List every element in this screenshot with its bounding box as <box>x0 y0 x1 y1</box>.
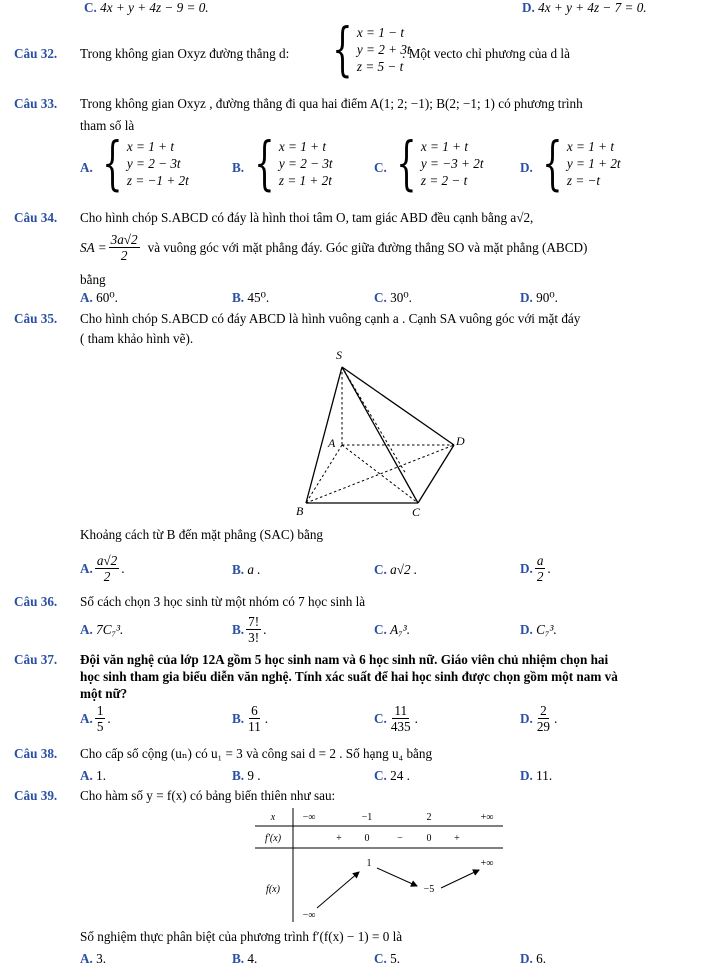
svg-text:+: + <box>454 833 460 844</box>
q37-option-b: B. $\frac{6}{11}$ . <box>232 703 269 734</box>
q34-option-b: B. 45⁰. <box>232 290 270 305</box>
q32-stem: Trong không gian Oxyz đường thẳng d: <box>80 46 290 61</box>
q35-question: Khoảng cách từ B đến mặt phẳng (SAC) bằng <box>80 527 324 542</box>
q37-line3: một nữ? <box>80 686 128 701</box>
svg-text:+∞: +∞ <box>480 858 494 869</box>
q33-option-b-label: B. <box>232 160 245 175</box>
svg-text:f(x): f(x) <box>266 884 280 895</box>
q34-sa: SA = $\frac{3a√2}{2}$ và vuông góc với mặt phẳng đáy. Góc giữa đường thẳng SO và mặt phẳng (ABCD) <box>80 232 588 263</box>
svg-text:+∞: +∞ <box>480 812 494 823</box>
q32-system: { x = 1 − t y = 2 + 3t z = 5 − t <box>332 15 411 83</box>
q34-line3: bằng <box>80 272 106 287</box>
q35-line1: Cho hình chóp S.ABCD có đáy ABCD là hình vuông cạnh a . Cạnh SA vuông góc với mặt đáy <box>80 311 581 326</box>
q37-option-c: C. $\frac{11}{435}$ . <box>374 703 418 734</box>
q38-option-a: A. 1. <box>80 768 107 783</box>
q33-stem: Trong không gian Oxyz , đường thẳng đi qua hai điểm A(1; 2; −1); B(2; −1; 1) có phương trình <box>80 96 583 111</box>
q36-option-d: D. C₇³. <box>520 622 557 637</box>
q34-option-a: A. 60⁰. <box>80 290 118 305</box>
svg-text:1: 1 <box>366 858 372 869</box>
q36-stem: Số cách chọn 3 học sinh từ một nhóm có 7 học sinh là <box>80 594 366 609</box>
q33-label: Câu 33. <box>14 96 58 111</box>
q37-option-d: D. $\frac{2}{29}$ . <box>520 703 558 734</box>
q39-option-d: D. 6. <box>520 951 547 966</box>
q38-option-d: D. 11. <box>520 768 553 783</box>
svg-text:x: x <box>270 812 276 823</box>
svg-text:−1: −1 <box>361 812 373 823</box>
q36-option-b: B. $\frac{7!}{3!}$ . <box>232 614 267 645</box>
q33-option-c: { x = 1 + t y = −3 + 2t z = 2 − t <box>396 129 484 197</box>
brace-icon: { <box>254 129 275 197</box>
svg-text:2: 2 <box>426 812 432 823</box>
q37-line2: học sinh tham gia biểu diễn văn nghệ. Tính xác suất để hai học sinh được chọn gồm một nam và <box>80 669 618 684</box>
q33-option-d-label: D. <box>520 160 533 175</box>
q34-label: Câu 34. <box>14 210 58 225</box>
svg-text:B: B <box>296 504 304 518</box>
brace-icon: { <box>542 129 563 197</box>
q31-option-d: D. 4x + y + 4z − 7 = 0. <box>522 0 647 15</box>
brace-icon: { <box>396 129 417 197</box>
q39-question: Số nghiệm thực phân biệt của phương trình f′(f(x) − 1) = 0 là <box>80 929 403 944</box>
q33-option-a-label: A. <box>80 160 93 175</box>
variation-table <box>255 806 505 924</box>
q34-line1: Cho hình chóp S.ABCD có đáy là hình thoi tâm O, tam giác ABD đều cạnh bằng a√2, <box>80 210 534 225</box>
svg-text:C: C <box>412 505 421 519</box>
q36-label: Câu 36. <box>14 594 58 609</box>
q39-option-c: C. 5. <box>374 951 401 966</box>
q33-option-d: { x = 1 + t y = 1 + 2t z = −t <box>542 129 621 197</box>
q35-option-d: D. $\frac{a}{2}$ . <box>520 553 551 584</box>
q37-line1: Đội văn nghệ của lớp 12A gồm 5 học sinh nam và 6 học sinh nữ. Giáo viên chủ nhiệm chọn hai <box>80 652 609 667</box>
pyramid-figure <box>290 345 480 520</box>
q35-label: Câu 35. <box>14 311 58 326</box>
q32-tail: . Một vecto chỉ phương của d là <box>402 46 570 61</box>
q33-option-b: { x = 1 + t y = 2 − 3t z = 1 + 2t <box>254 129 333 197</box>
q32-label: Câu 32. <box>14 46 58 61</box>
q33-stem2: tham số là <box>80 118 135 133</box>
svg-text:−∞: −∞ <box>302 910 316 921</box>
q36-option-c: C. A₇³. <box>374 622 411 637</box>
q38-stem: Cho cấp số cộng (uₙ) có u₁ = 3 và công sai d = 2 . Số hạng u₄ bằng <box>80 746 433 761</box>
q37-label: Câu 37. <box>14 652 58 667</box>
svg-text:−∞: −∞ <box>302 812 316 823</box>
q36-option-a: A. 7C₇³. <box>80 622 124 637</box>
q39-option-b: B. 4. <box>232 951 258 966</box>
svg-text:0: 0 <box>426 833 432 844</box>
q33-option-c-label: C. <box>374 160 387 175</box>
svg-text:−: − <box>397 833 403 844</box>
q38-option-b: B. 9 . <box>232 768 261 783</box>
q39-option-a: A. 3. <box>80 951 107 966</box>
svg-text:−5: −5 <box>423 884 435 895</box>
q35-option-a: A. $\frac{a√2}{2}$ . <box>80 553 125 584</box>
brace-icon: { <box>332 15 353 83</box>
q38-label: Câu 38. <box>14 746 58 761</box>
svg-text:S: S <box>336 348 342 362</box>
q34-option-c: C. 30⁰. <box>374 290 412 305</box>
q35-option-c: C. a√2 . <box>374 562 418 577</box>
q39-stem: Cho hàm số y = f(x) có bảng biến thiên như sau: <box>80 788 336 803</box>
q39-label: Câu 39. <box>14 788 58 803</box>
brace-icon: { <box>102 129 123 197</box>
svg-text:D: D <box>456 434 465 448</box>
svg-text:f′(x): f′(x) <box>264 833 282 844</box>
q38-option-c: C. 24 . <box>374 768 410 783</box>
svg-text:+: + <box>336 833 342 844</box>
q35-option-b: B. a . <box>232 562 261 577</box>
svg-text:A: A <box>328 436 336 450</box>
q33-option-a: { x = 1 + t y = 2 − 3t z = −1 + 2t <box>102 129 189 197</box>
q35-line2: ( tham khảo hình vẽ). <box>80 331 194 346</box>
svg-text:0: 0 <box>364 833 370 844</box>
q37-option-a: A. $\frac{1}{5}$ . <box>80 703 111 734</box>
q34-option-d: D. 90⁰. <box>520 290 558 305</box>
q31-option-c: C. 4x + y + 4z − 9 = 0. <box>84 0 209 15</box>
